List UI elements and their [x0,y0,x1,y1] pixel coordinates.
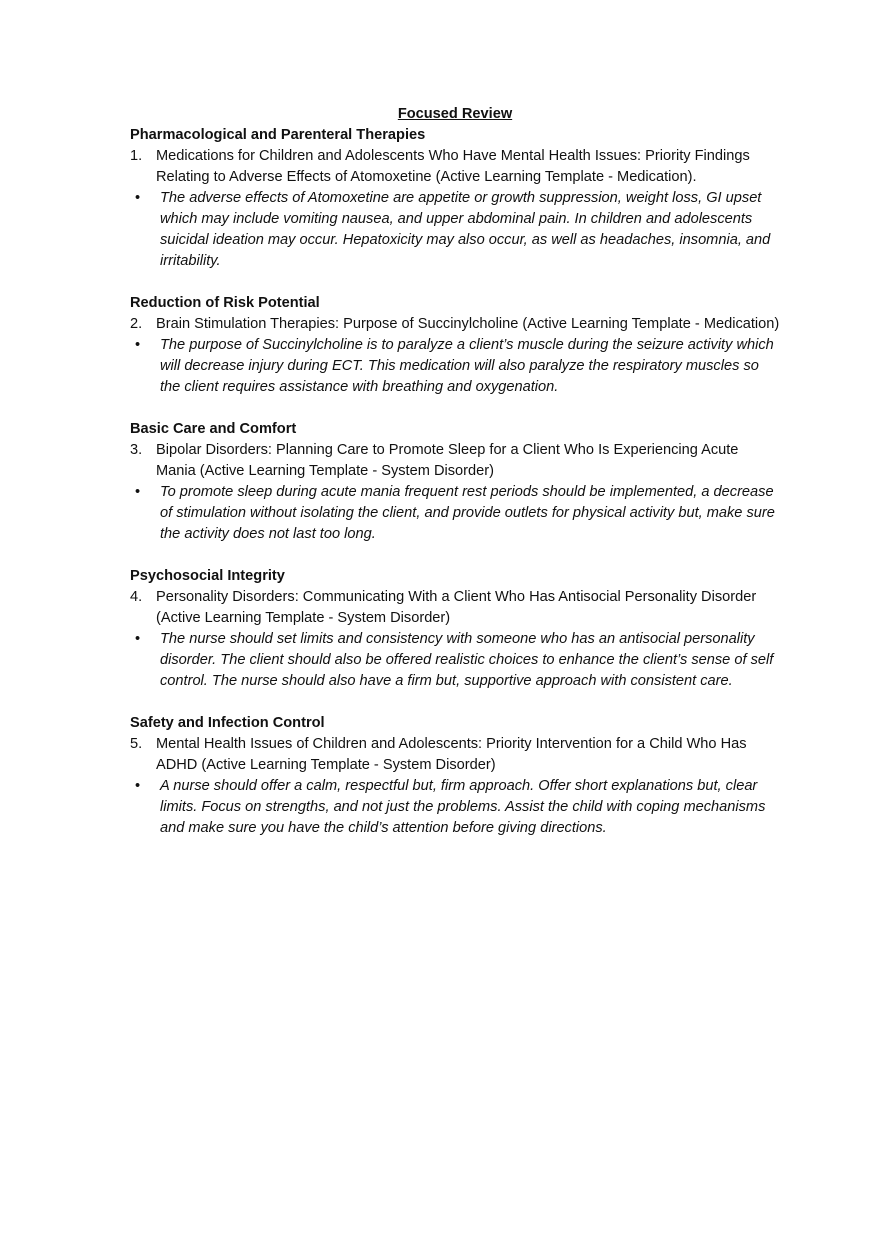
answer-text: The adverse effects of Atomoxetine are appetite or growth suppression, weight loss, GI upset which may include vomiting nausea, and upper abdominal pain. In children and adolescents suicidal ideation may occur. Hepatoxicity may also occur, as well as headaches, insomnia, and irritability. [160,190,771,269]
answer-bullet [130,188,780,272]
section-heading: Reduction of Risk Potential [130,295,320,311]
section-basic-care [130,419,780,545]
bullet-icon: • [135,778,141,794]
item-number: 5. [130,736,143,752]
answer-bullet [130,482,780,545]
document-body [130,104,780,860]
item-number: 2. [130,316,143,332]
section-pharmacological [130,125,780,272]
item-number: 3. [130,442,143,458]
bullet-icon: • [135,190,141,206]
topic-text: Personality Disorders: Communicating With a Client Who Has Antisocial Personality Disorder (Active Learning Template - System Disorder) [156,589,757,626]
answer-text: The nurse should set limits and consistency with someone who has an antisocial personality disorder. The client should also be offered realistic choices to enhance the client’s sense of self control. The nurse should also have a firm but, supportive approach with consistent care. [160,631,774,689]
bullet-icon: • [135,631,141,647]
answer-text: A nurse should offer a calm, respectful but, firm approach. Offer short explanations but, clear limits. Focus on strengths, and not just the problems. Assist the child with coping mechanisms and make sure you have the child’s attention before giving directions. [160,778,766,836]
document-title: Focused Review [397,106,513,122]
section-heading: Basic Care and Comfort [130,421,297,437]
section-safety [130,713,780,839]
section-heading: Safety and Infection Control [130,715,325,731]
topic-item [130,587,780,629]
item-number: 1. [130,148,143,164]
topic-text: Medications for Children and Adolescents Who Have Mental Health Issues: Priority Findings Relating to Adverse Effects of Atomoxetine (Active Learning Template - Medication). [156,148,750,185]
section-psychosocial [130,566,780,692]
topic-item [130,440,780,482]
answer-text: The purpose of Succinylcholine is to paralyze a client’s muscle during the seizure activity which will decrease injury during ECT. This medication will also paralyze the respiratory muscles so the client requires assistance with breathing and oxygenation. [160,337,774,395]
section-heading: Pharmacological and Parenteral Therapies [130,127,426,143]
topic-item [130,146,780,188]
topic-text: Bipolar Disorders: Planning Care to Promote Sleep for a Client Who Is Experiencing Acute Mania (Active Learning Template - System Disorder) [156,442,739,479]
bullet-icon: • [135,484,141,500]
answer-bullet [130,776,780,839]
item-number: 4. [130,589,143,605]
topic-item [130,734,780,776]
answer-bullet [130,335,780,398]
answer-text: To promote sleep during acute mania frequent rest periods should be implemented, a decrease of stimulation without isolating the client, and provide outlets for physical activity but, make sure the activity does not last too long. [160,484,775,542]
answer-bullet [130,629,780,692]
topic-text: Brain Stimulation Therapies: Purpose of Succinylcholine (Active Learning Template - Medication) [156,316,780,332]
topic-text: Mental Health Issues of Children and Adolescents: Priority Intervention for a Child Who Has ADHD (Active Learning Template - System Disorder) [156,736,747,773]
section-risk-reduction [130,293,780,398]
section-heading: Psychosocial Integrity [130,568,285,584]
topic-item [130,314,780,335]
bullet-icon: • [135,337,141,353]
